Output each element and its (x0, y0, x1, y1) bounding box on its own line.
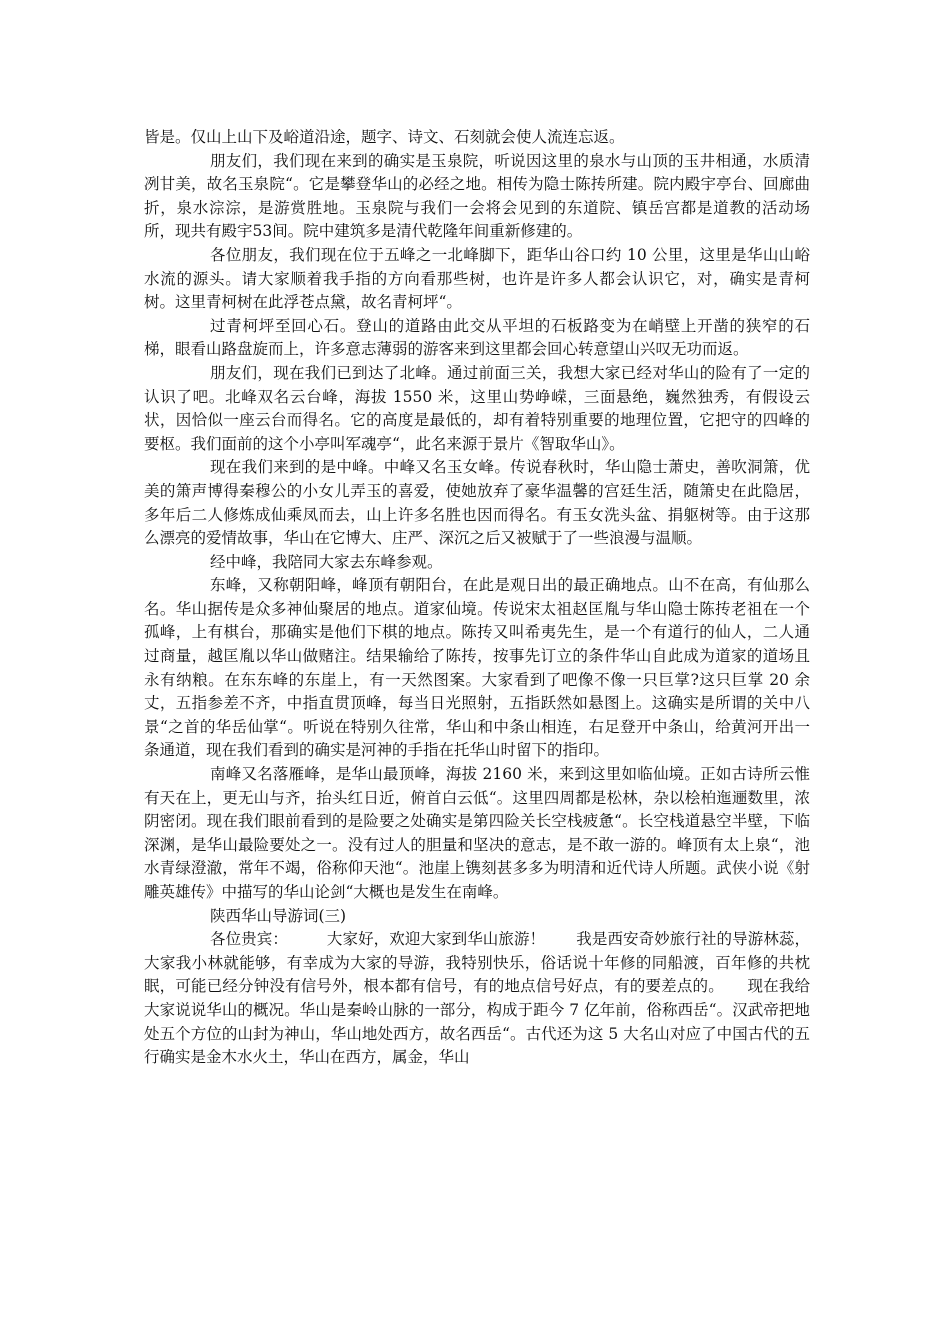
document-body (144, 126, 810, 1070)
paragraph-2: 朋友们，我们现在来到的确实是玉泉院，听说因这里的泉水与山顶的玉井相通，水质清冽甘美，故名玉泉院“。它是攀登华山的必经之地。相传为隐士陈抟所建。院内殿宇亭台、回廊曲折，泉水淙淙，是游赏胜地。玉泉院与我们一会将会见到的东道院、镇岳宫都是道教的活动场所，现共有殿宇53间。院中建筑多是清代乾隆年间重新修建的。 (144, 151, 810, 241)
paragraph-1: 皆是。仅山上山下及峪道沿途，题字、诗文、石刻就会使人流连忘返。 (144, 128, 625, 146)
paragraph-5: 朋友们，现在我们已到达了北峰。通过前面三关，我想大家已经对华山的险有了一定的认识了吧。北峰双名云台峰，海拔 1550 米，这里山势峥嵘，三面悬绝，巍然独秀，有假设云状，因恰似一座云台而得名。它的高度是最低的，却有着特别重要的地理位置，它把守的四峰的要枢。我们面前的这个小亭叫军魂亭“，此名来源于景片《智取华山》。 (144, 363, 810, 453)
paragraph-9: 南峰又名落雁峰，是华山最顶峰，海拔 2160 米，来到这里如临仙境。正如古诗所云惟有天在上，更无山与齐，抬头红日近，俯首白云低“。这里四周都是松林，杂以桧柏迤逦数里，浓阴密闭。现在我们眼前看到的是险要之处确实是第四险关长空栈疲惫“。长空栈道悬空半壁，下临深渊，是华山最险要处之一。没有过人的胆量和坚决的意志，是不敢一游的。峰顶有太上泉“，池水青绿澄澈，常年不竭，俗称仰天池“。池崖上镌刻甚多多为明清和近代诗人所题。武侠小说《射雕英雄传》中描写的华山论剑“大概也是发生在南峰。 (144, 765, 810, 901)
paragraph-4: 过青柯坪至回心石。登山的道路由此交从平坦的石板路变为在峭壁上开凿的狭窄的石梯，眼看山路盘旋而上，许多意志薄弱的游客来到这里都会回心转意望山兴叹无功而返。 (144, 316, 810, 359)
paragraph-7: 经中峰，我陪同大家去东峰参观。 (210, 552, 443, 571)
paragraph-10: 各位贵宾： 大家好，欢迎大家到华山旅游！ 我是西安奇妙旅行社的导游林蕊，大家我小林就能够，有幸成为大家的导游，我特别快乐，俗话说十年修的同船渡，百年修的共枕眠，可能已经分钟没有信号外，根本都有信号，有的地点信号好点，有的要差点的。 现在我给大家说说华山的概况。华山是秦岭山脉的一部分，构成于距今 7 亿年前，俗称西岳“。汉武帝把地处五个方位的山封为神山，华山地处西方，故名西岳“。古代还为这 5 大名山对应了中国古代的五行确实是金木水火土，华山在西方，属金，华山 (144, 930, 810, 1067)
section-heading: 陕西华山导游词(三) (210, 906, 347, 925)
paragraph-6: 现在我们来到的是中峰。中峰又名玉女峰。传说春秋时，华山隐士萧史，善吹洞箫，优美的箫声博得秦穆公的小女儿弄玉的喜爱，使她放弃了豪华温馨的宫廷生活，随箫史在此隐居，多年后二人修炼成仙乘凤而去，山上许多名胜也因而得名。有玉女洗头盆、捐躯树等。由于这那么漂亮的爱情故事，华山在它博大、庄严、深沉之后又被赋于了一些浪漫与温顺。 (144, 458, 810, 548)
paragraph-8: 东峰，又称朝阳峰，峰顶有朝阳台，在此是观日出的最正确地点。山不在高，有仙那么名。华山据传是众多神仙聚居的地点。道家仙境。传说宋太祖赵匡胤与华山隐士陈抟老祖在一个孤峰，上有棋台，那确实是他们下棋的地点。陈抟又叫希夷先生，是一个有道行的仙人，二人通过商量，越匡胤以华山做赌注。结果输给了陈抟，按事先订立的条件华山自此成为道家的道场且永有纳粮。在东东峰的东崖上，有一天然图案。大家看到了吧像不像一只巨掌?这只巨掌 20 余丈，五指参差不齐，中指直贯顶峰，每当日光照射，五指跃然如悬图上。这确实是所谓的关中八景“之首的华岳仙掌“。听说在特别久往常，华山和中条山相连，右足登开中条山，给黄河开出一条通道，现在我们看到的确实是河神的手指在托华山时留下的指印。 (144, 576, 810, 760)
paragraph-3: 各位朋友，我们现在位于五峰之一北峰脚下，距华山谷口约 10 公里，这里是华山山峪水流的源头。请大家顺着我手指的方向看那些树，也许是许多人都会认识它，对，确实是青柯树。这里青柯树在此浮苍点黛，故名青柯坪“。 (144, 245, 810, 312)
